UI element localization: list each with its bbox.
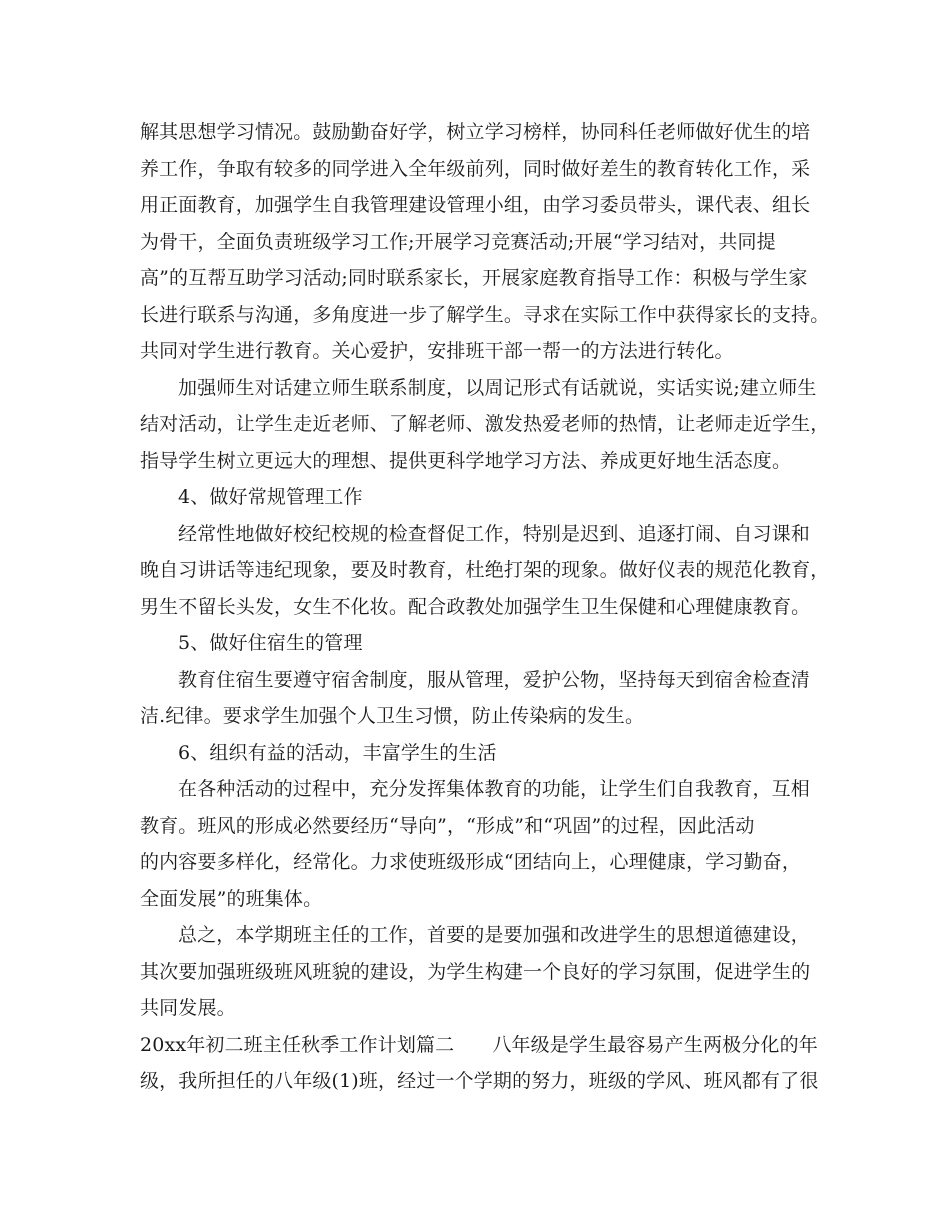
text-line: 男生不留长头发，女生不化妆。配合政教处加强学生卫生保健和心理健康教育。 <box>140 595 811 618</box>
text-line: 养工作，争取有较多的同学进入全年级前列，同时做好差生的教育转化工作，采 <box>140 157 811 180</box>
text-line: 解其思想学习情况。鼓励勤奋好学，树立学习榜样，协同科任老师做好优生的培 <box>140 121 811 143</box>
text-line: 长进行联系与沟通，多角度进一步了解学生。寻求在实际工作中获得家长的支持。 <box>140 303 830 326</box>
text-line: 共同发展。 <box>140 997 236 1019</box>
text-line: 其次要加强班级班风班貌的建设，为学生构建一个良好的学习氛围，促进学生的 <box>140 960 811 983</box>
text-line: 晚自习讲话等违纪现象，要及时教育，杜绝打架的现象。做好仪表的规范化教育， <box>140 559 830 581</box>
section-title-line <box>140 1027 818 1064</box>
text-line: 全面发展”的班集体。 <box>140 887 323 910</box>
paragraph-start-line: 在各种活动的过程中，充分发挥集体教育的功能，让学生们自我教育，互相 <box>178 778 810 800</box>
document-body <box>140 114 830 1100</box>
section-heading: 4、做好常规管理工作 <box>178 486 363 508</box>
text-line: 用正面教育，加强学生自我管理建设管理小组，由学习委员带头，课代表、组长 <box>140 194 811 216</box>
paragraph-start-line: 总之，本学期班主任的工作，首要的是要加强和改进学生的思想道德建设， <box>178 924 810 946</box>
section-heading: 5、做好住宿生的管理 <box>178 632 363 654</box>
text-line: 教育。班风的形成必然要经历“导向”，“形成”和“巩固”的过程，因此活动 <box>140 814 755 837</box>
text-line: 级，我所担任的八年级(1)班，经过一个学期的努力，班级的学风、班风都有了很 <box>140 1070 819 1092</box>
text-line: 高”的互帮互助学习活动;同时联系家长，开展家庭教育指导工作：积极与学生家 <box>140 267 808 289</box>
text-line: 为骨干，全面负责班级学习工作;开展学习竞赛活动;开展“学习结对，共同提 <box>140 230 776 253</box>
paragraph-start-line: 经常性地做好校纪校规的检查督促工作，特别是迟到、追逐打闹、自习课和 <box>178 522 810 545</box>
text-line: 结对活动，让学生走近老师、了解老师、激发热爱老师的热情，让老师走近学生， <box>140 413 830 435</box>
paragraph-start-line: 加强师生对话建立师生联系制度，以周记形式有话就说，实话实说;建立师生 <box>178 376 817 399</box>
text-line: 的内容要多样化，经常化。力求使班级形成“团结向上，心理健康，学习勤奋， <box>140 851 801 873</box>
text-line: 指导学生树立更远大的理想、提供更科学地学习方法、养成更好地生活态度。 <box>140 449 792 472</box>
section-intro: 八年级是学生最容易产生两极分化的年 <box>492 1033 818 1056</box>
text-line: 共同对学生进行教育。关心爱护，安排班干部一帮一的方法进行转化。 <box>140 340 734 362</box>
section-heading: 6、组织有益的活动，丰富学生的生活 <box>178 741 497 764</box>
paragraph-start-line: 教育住宿生要遵守宿舍制度，服从管理，爱护公物，坚持每天到宿舍检查清 <box>178 668 810 691</box>
text-line: 洁.纪律。要求学生加强个人卫生习惯，防止传染病的发生。 <box>140 705 645 727</box>
section-title: 20xx年初二班主任秋季工作计划篇二 <box>140 1033 455 1056</box>
